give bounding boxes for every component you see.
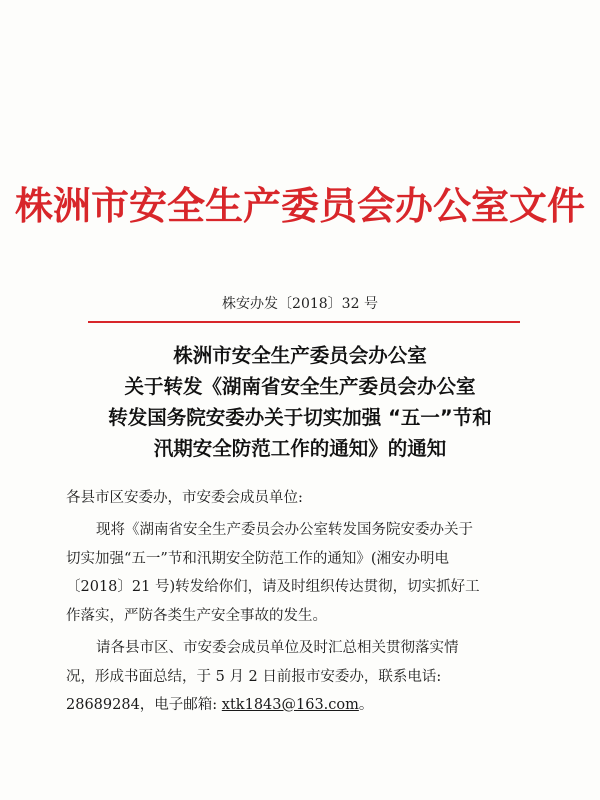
paragraph-line: 况，形成书面总结，于 5 月 2 日前报市安委办，联系电话:: [66, 668, 442, 685]
paragraph-line: 作落实，严防各类生产安全事故的发生。: [66, 607, 327, 624]
paragraph-line: 〔2018〕21 号)转发给你们，请及时组织传达贯彻，切实抓好工: [66, 579, 480, 595]
email-link[interactable]: xtk1843@163.com: [221, 697, 359, 713]
paragraph-line: 切实加强“五一”节和汛期安全防范工作的通知》(湘安办明电: [66, 550, 449, 567]
salutation: 各县市区安委办，市安委会成员单位:: [66, 490, 303, 506]
paragraph-line: 请各县市区、市安委会成员单位及时汇总相关贯彻落实情: [96, 640, 459, 656]
title-line-4: 汛期安全防范工作的通知》的通知: [153, 437, 447, 460]
notice-title: [0, 340, 600, 464]
paragraph-reporting: [66, 634, 556, 720]
contact-suffix: 。: [358, 697, 374, 713]
paragraph-forwarding: [66, 516, 556, 630]
title-line-3: 转发国务院安委办关于切实加强 “五一”节和: [108, 406, 492, 429]
contact-line: [66, 691, 556, 720]
contact-phone-text: 28689284，电子邮箱:: [66, 697, 222, 713]
red-divider-line: [88, 321, 520, 323]
issuer-title: 株洲市安全生产委员会办公室文件: [14, 184, 585, 228]
title-line-1: 株洲市安全生产委员会办公室: [173, 344, 427, 367]
title-line-2: 关于转发《湖南省安全生产委员会办公室: [124, 375, 476, 398]
document-number: 株安办发〔2018〕32 号: [222, 296, 378, 312]
paragraph-line: 现将《湖南省安全生产委员会办公室转发国务院安委办关于: [96, 522, 473, 538]
